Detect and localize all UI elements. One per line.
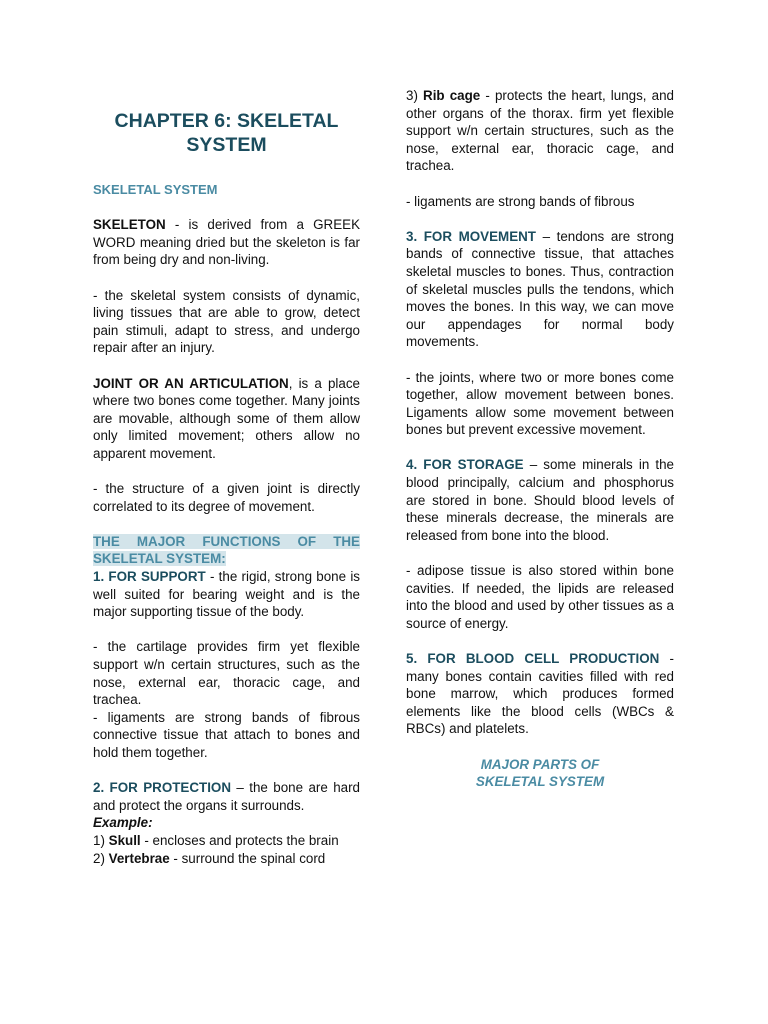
rib-cage-term: Rib cage (423, 88, 481, 103)
skull-item: 1) Skull - encloses and protects the brain (93, 832, 339, 848)
protection-paragraph: 2. FOR PROTECTION – the bone are hard and protect the organs it surrounds. (93, 780, 360, 813)
joint-structure-paragraph: - the structure of a given joint is directly correlated to its degree of movement. (93, 481, 360, 514)
skeleton-term: SKELETON (93, 217, 166, 233)
major-parts-heading: MAJOR PARTS OF SKELETAL SYSTEM (475, 756, 605, 790)
right-column (406, 87, 674, 791)
skeleton-paragraph: SKELETON - is derived from a GREEK WORD meaning dried but the skeleton is far from being dry and non-living. (93, 217, 360, 268)
joint-paragraph: JOINT OR AN ARTICULATION, is a place where two bones come together. Many joints are movable, although some of them allow only limited movement; others allow no apparent movement. (93, 375, 360, 461)
skeletal-system-paragraph: - the skeletal system consists of dynamic, living tissues that are able to grow, detect pain stimuli, adapt to stress, and undergo repair after an injury. (93, 287, 360, 356)
support-paragraph: 1. FOR SUPPORT - the rigid, strong bone is well suited for bearing weight and is the major supporting tissue of the body. (93, 569, 360, 620)
adipose-paragraph: - adipose tissue is also stored within bone cavities. If needed, the lipids are released into the blood and used by other tissues as a source of energy. (406, 563, 674, 631)
major-functions-heading: THE MAJOR FUNCTIONS OF THE SKELETAL SYSTEM: (93, 533, 360, 567)
support-heading: 1. FOR SUPPORT (93, 569, 206, 585)
protection-heading: 2. FOR PROTECTION (93, 780, 232, 796)
storage-paragraph: 4. FOR STORAGE – some minerals in the blood principally, calcium and phosphorus are stored in bone. Should blood levels of these minerals decrease, the minerals are released from bone into the blood. (406, 457, 674, 543)
joint-term: JOINT OR AN ARTICULATION (93, 375, 289, 391)
example-label: Example: (93, 815, 153, 831)
storage-heading: 4. FOR STORAGE (406, 457, 524, 473)
blood-cell-heading: 5. FOR BLOOD CELL PRODUCTION (406, 651, 660, 666)
ligaments-paragraph: - ligaments are strong bands of fibrous connective tissue that attach to bones and hold them together. (93, 709, 360, 760)
joints-paragraph: - the joints, where two or more bones come together, allow movement between bones. Ligaments allow some movement between bones but prevent excessive movement. (406, 369, 674, 438)
chapter-title: CHAPTER 6: SKELETAL SYSTEM (114, 110, 339, 156)
rib-cage-paragraph: 3) Rib cage - protects the heart, lungs, and other organs of the thorax. firm yet flexible support w/n certain structures, such as the nose, external ear, thoracic cage, and trachea. (406, 88, 674, 174)
blood-cell-paragraph: 5. FOR BLOOD CELL PRODUCTION - many bones contain cavities filled with red bone marrow, which produces formed elements like the blood cells (WBCs & RBCs) and platelets. (406, 651, 674, 737)
left-column (93, 0, 360, 867)
movement-paragraph: 3. FOR MOVEMENT – tendons are strong bands of connective tissue, that attaches skeletal muscles to bones. Thus, contraction of skeletal muscles pulls the tendons, which moves the bones. In this way, we can move our appendages for normal body movements. (406, 228, 674, 350)
vertebrae-item: 2) Vertebrae - surround the spinal cord (93, 850, 326, 866)
section-title: SKELETAL SYSTEM (93, 182, 218, 197)
cartilage-paragraph: - the cartilage provides firm yet flexible support w/n certain structures, such as the nose, external ear, thoracic cage, and trachea. (93, 639, 360, 708)
movement-heading: 3. FOR MOVEMENT (406, 228, 536, 244)
ligaments-paragraph-right: - ligaments are strong bands of fibrous (406, 193, 635, 209)
